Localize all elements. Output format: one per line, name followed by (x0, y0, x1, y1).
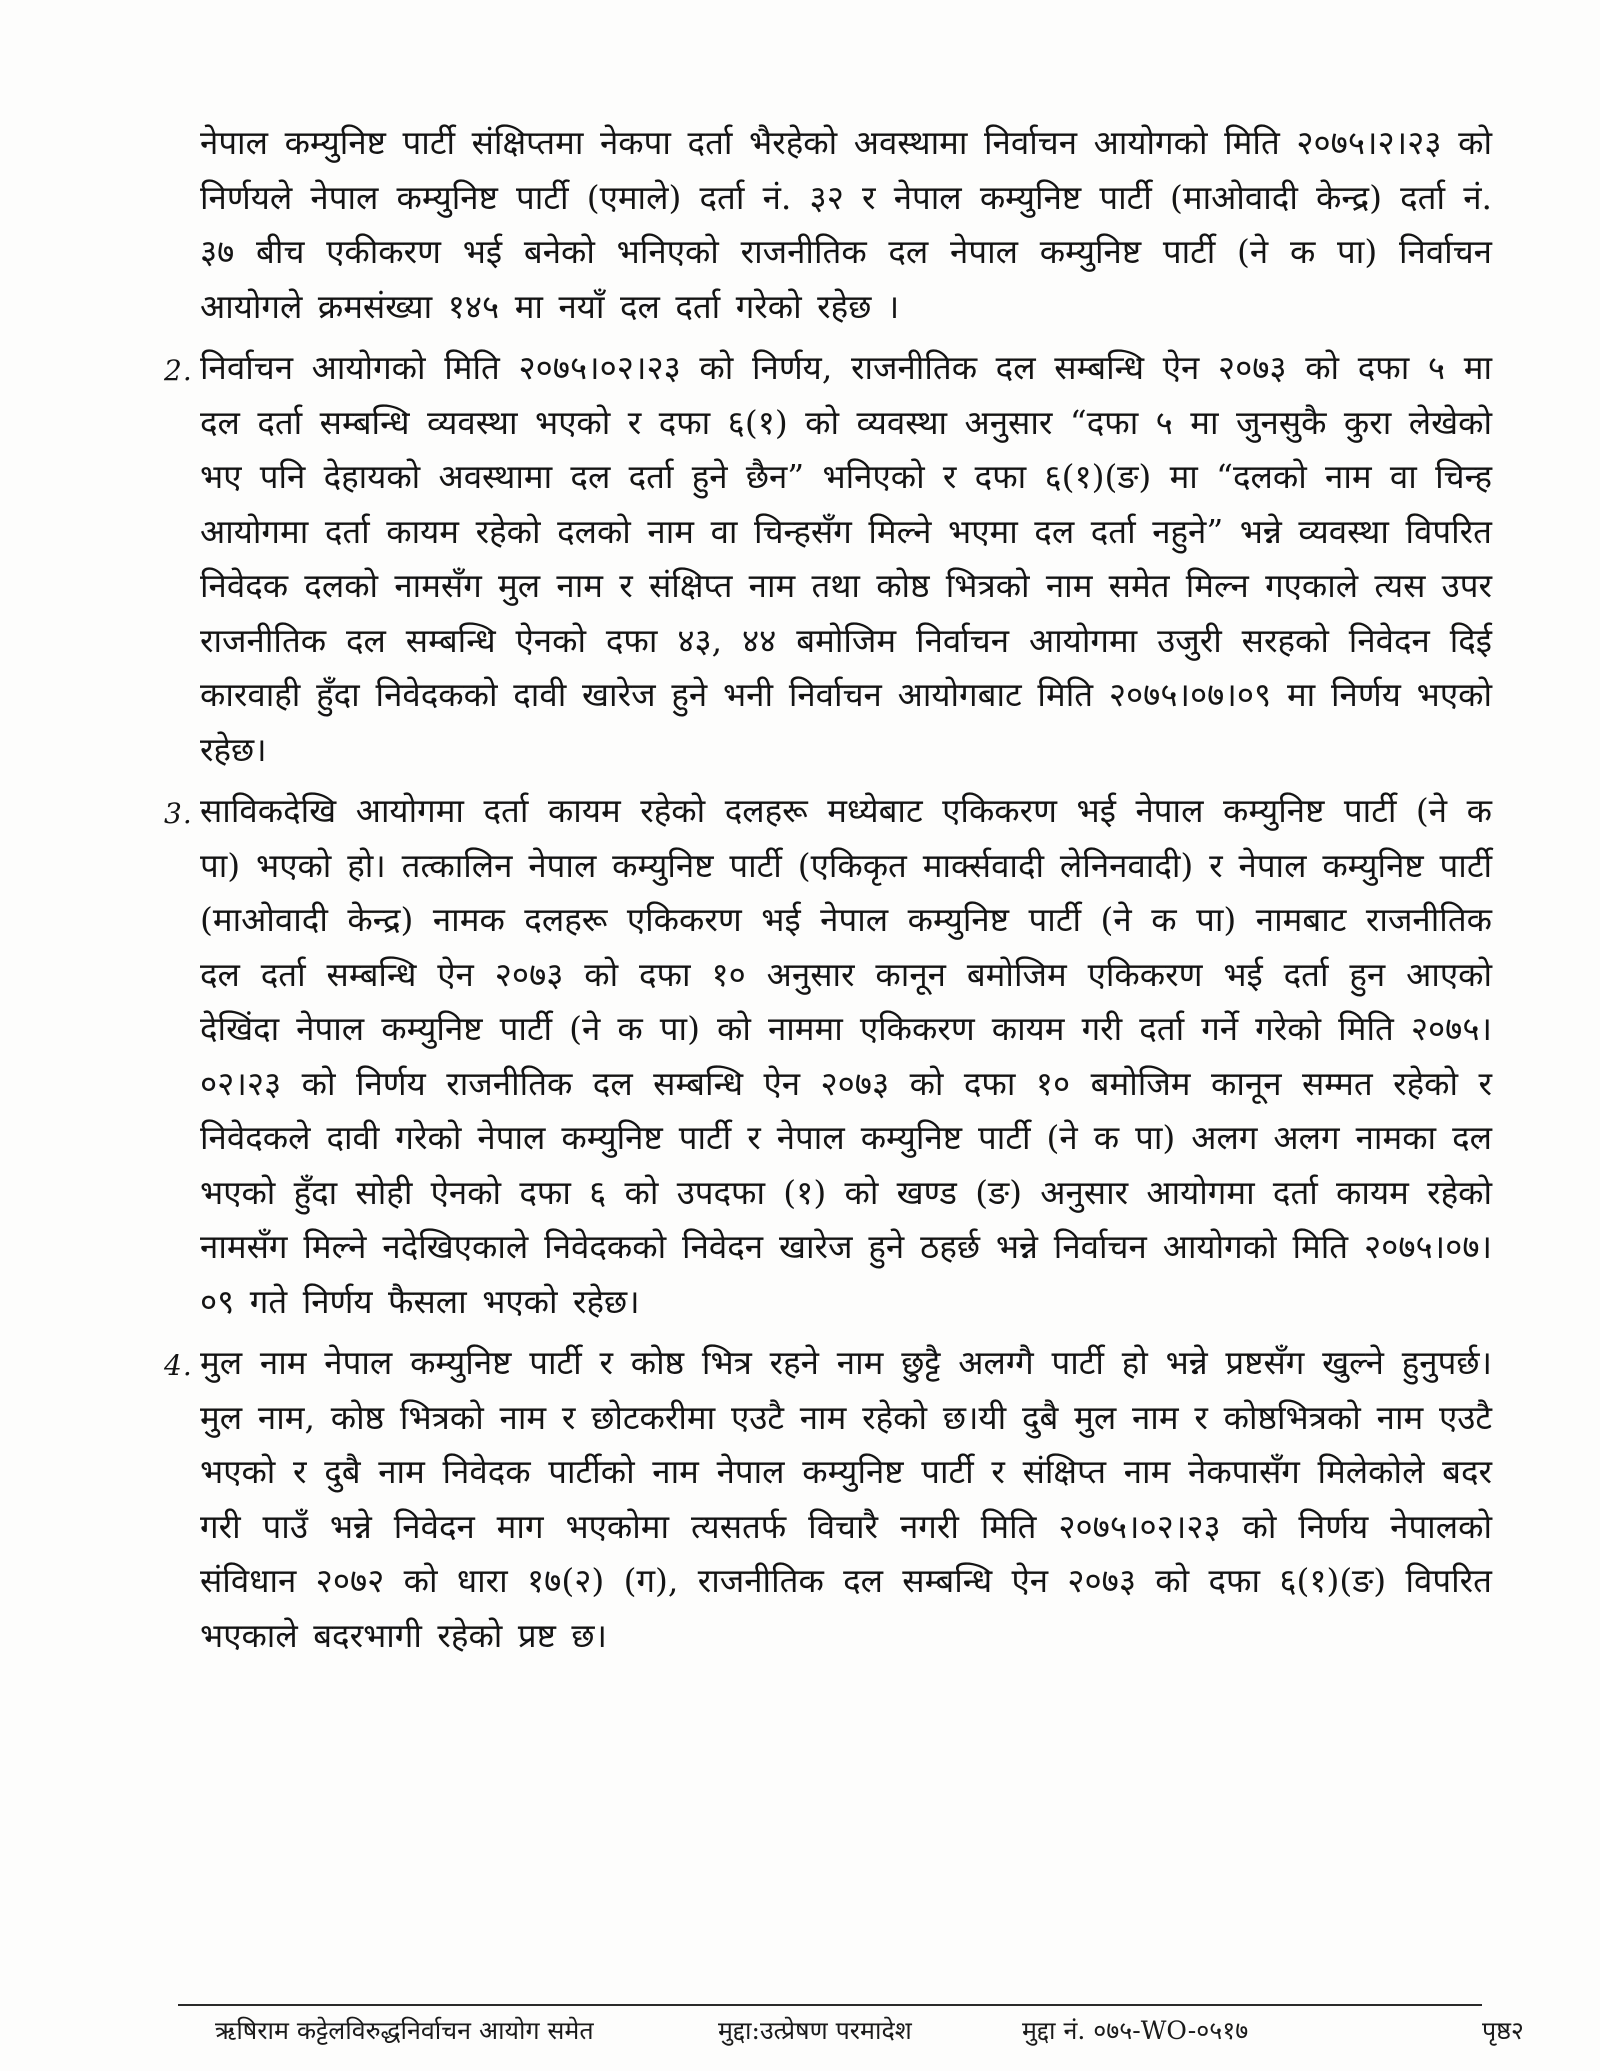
footer-case-type: मुद्दा:उत्प्रेषण परमादेश (718, 2016, 912, 2045)
footer-page-number: पृष्ठ२ (1482, 2016, 1524, 2045)
paragraph-1-continuation: नेपाल कम्युनिष्ट पार्टी संक्षिप्तमा नेकपा दर्ता भैरहेको अवस्थामा निर्वाचन आयोगको मिति २०७५।२।२३ को निर्णयले नेपाल कम्युनिष्ट पार्टी (एमाले) दर्ता नं. ३२ र नेपाल कम्युनिष्ट पार्टी (माओवादी केन्द्र) दर्ता नं. ३७ बीच एकीकरण भई बनेको भनिएको राजनीतिक दल नेपाल कम्युनिष्ट पार्टी (ने क पा) निर्वाचन आयोगले क्रमसंख्या १४५ मा नयाँ दल दर्ता गरेको रहेछ । (200, 123, 1492, 326)
document-body (164, 116, 1492, 1663)
list-item-2 (164, 341, 1492, 777)
list-item-3-number: 3. (164, 797, 193, 830)
list-item-2-number: 2. (164, 354, 193, 387)
list-item-2-text: निर्वाचन आयोगको मिति २०७५।०२।२३ को निर्णय, राजनीतिक दल सम्बन्धि ऐन २०७३ को दफा ५ मा दल दर्ता सम्बन्धि व्यवस्था भएको र दफा ६(१) को व्यवस्था अनुसार “दफा ५ मा जुनसुकै कुरा लेखेको भए पनि देहायको अवस्थामा दल दर्ता हुने छैन” भनिएको र दफा ६(१)(ङ) मा “दलको नाम वा चिन्ह आयोगमा दर्ता कायम रहेको दलको नाम वा चिन्हसँग मिल्ने भएमा दल दर्ता नहुने” भन्ने व्यवस्था विपरित निवेदक दलको नामसँग मुल नाम र संक्षिप्त नाम तथा कोष्ठ भित्रको नाम समेत मिल्न गएकाले त्यस उपर राजनीतिक दल सम्बन्धि ऐनको दफा ४३, ४४ बमोजिम निर्वाचन आयोगमा उजुरी सरहको निवेदन दिई कारवाही हुँदा निवेदकको दावी खारेज हुने भनी निर्वाचन आयोगबाट मिति २०७५।०७।०९ मा निर्णय भएको रहेछ। (200, 348, 1492, 769)
list-item-4 (164, 1336, 1492, 1663)
footer-divider (178, 2004, 1482, 2006)
footer-case-number: मुद्दा नं. ०७५-WO-०५१७ (1022, 2016, 1249, 2045)
footer-case-parties: ऋषिराम कट्टेलविरुद्धनिर्वाचन आयोग समेत (215, 2016, 594, 2045)
list-item-4-number: 4. (164, 1349, 193, 1382)
list-item-3 (164, 784, 1492, 1329)
list-item-4-text: मुल नाम नेपाल कम्युनिष्ट पार्टी र कोष्ठ भित्र रहने नाम छुट्टै अलग्गै पार्टी हो भन्ने प्रष्टसँग खुल्ने हुनुपर्छ।मुल नाम, कोष्ठ भित्रको नाम र छोटकरीमा एउटै नाम रहेको छ।यी दुबै मुल नाम र कोष्ठभित्रको नाम एउटै भएको र दुबै नाम निवेदक पार्टीको नाम नेपाल कम्युनिष्ट पार्टी र संक्षिप्त नाम नेकपासँग मिलेकोले बदर गरी पाउँ भन्ने निवेदन माग भएकोमा त्यसतर्फ विचारै नगरी मिति २०७५।०२।२३ को निर्णय नेपालको संविधान २०७२ को धारा १७(२) (ग), राजनीतिक दल सम्बन्धि ऐन २०७३ को दफा ६(१)(ङ) विपरित भएकाले बदरभागी रहेको प्रष्ट छ। (200, 1343, 1492, 1655)
list-item-3-text: साविकदेखि आयोगमा दर्ता कायम रहेको दलहरू मध्येबाट एकिकरण भई नेपाल कम्युनिष्ट पार्टी (ने क पा) भएको हो। तत्कालिन नेपाल कम्युनिष्ट पार्टी (एकिकृत मार्क्सवादी लेनिनवादी) र नेपाल कम्युनिष्ट पार्टी (माओवादी केन्द्र) नामक दलहरू एकिकरण भई नेपाल कम्युनिष्ट पार्टी (ने क पा) नामबाट राजनीतिक दल दर्ता सम्बन्धि ऐन २०७३ को दफा १० अनुसार कानून बमोजिम एकिकरण भई दर्ता हुन आएको देखिंदा नेपाल कम्युनिष्ट पार्टी (ने क पा) को नाममा एकिकरण कायम गरी दर्ता गर्ने गरेको मिति २०७५।०२।२३ को निर्णय राजनीतिक दल सम्बन्धि ऐन २०७३ को दफा १० बमोजिम कानून सम्मत रहेको र निवेदकले दावी गरेको नेपाल कम्युनिष्ट पार्टी र नेपाल कम्युनिष्ट पार्टी (ने क पा) अलग अलग नामका दल भएको हुँदा सोही ऐनको दफा ६ को उपदफा (१) को खण्ड (ङ) अनुसार आयोगमा दर्ता कायम रहेको नामसँग मिल्ने नदेखिएकाले निवेदकको निवेदन खारेज हुने ठहर्छ भन्ने निर्वाचन आयोगको मिति २०७५।०७।०९ गते निर्णय फैसला भएको रहेछ। (200, 791, 1492, 1321)
